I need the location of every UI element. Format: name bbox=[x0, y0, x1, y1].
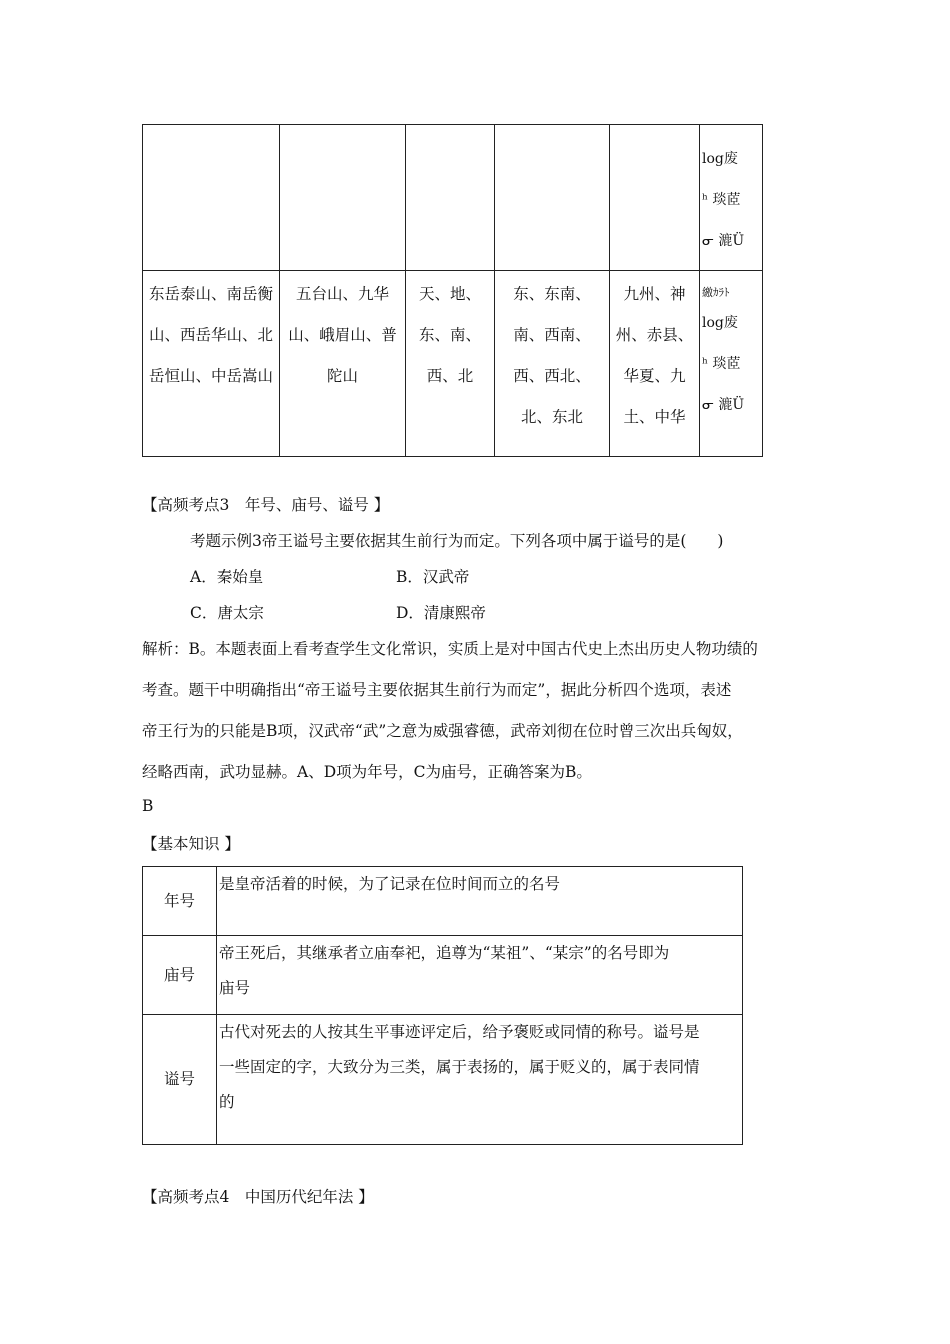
cell-line: 东、南、 bbox=[418, 326, 481, 344]
cell-line: 东、东南、 bbox=[513, 285, 591, 303]
table-cell bbox=[280, 271, 406, 457]
definition-line: 一些固定的字，大致分为三类，属于表扬的，属于贬义的，属于表同情 bbox=[219, 1058, 700, 1076]
definition-line: 庙号 bbox=[219, 979, 251, 997]
cell-line: 北、东北 bbox=[520, 408, 583, 426]
definition-line: 帝王死后，其继承者立庙奉祀，追尊为“某祖”、“某宗”的名号即为 bbox=[219, 944, 670, 962]
cell-line: 西、西北、 bbox=[513, 367, 591, 385]
option-c: C．唐太宗 bbox=[190, 604, 264, 622]
term-cell: 年号 bbox=[143, 867, 217, 936]
cell-line: 华夏、九 bbox=[623, 367, 686, 385]
analysis-line: 帝王行为的只能是B项，汉武帝“武”之意为威强睿德，武帝刘彻在位时曾三次出兵匈奴， bbox=[142, 722, 743, 740]
definition-cell bbox=[217, 936, 743, 1015]
table-cell bbox=[700, 125, 763, 271]
table-cell bbox=[700, 271, 763, 457]
term-cell: 谥号 bbox=[143, 1015, 217, 1145]
table-cell bbox=[495, 271, 610, 457]
garbled-text: 繳ｶﾗﾄ bbox=[702, 286, 730, 299]
garbled-text: ʰ 琰茝 bbox=[702, 356, 741, 372]
garbled-text: ᓂ 漉Ü bbox=[702, 233, 745, 249]
cell-line: 天、地、 bbox=[418, 285, 481, 303]
table-cell bbox=[143, 125, 280, 271]
cell-line: 西、北 bbox=[426, 367, 474, 385]
definition-cell bbox=[217, 867, 743, 936]
garbled-text: log废 bbox=[702, 315, 738, 331]
cell-line: 土、中华 bbox=[623, 408, 686, 426]
definition-cell bbox=[217, 1015, 743, 1145]
table-row bbox=[143, 271, 763, 457]
definition-line: 古代对死去的人按其生平事迹评定后，给予褒贬或同情的称号。谥号是 bbox=[219, 1023, 700, 1041]
analysis-line: 经略西南，武功显赫。A、D项为年号，C为庙号，正确答案为B。 bbox=[142, 763, 592, 781]
analysis-line: 解析：B。本题表面上看考查学生文化常识，实质上是对中国古代史上杰出历史人物功绩的 bbox=[142, 640, 758, 658]
cell-line: 州、赤县、 bbox=[615, 326, 694, 344]
definition-line: 的 bbox=[219, 1093, 235, 1111]
term-cell: 庙号 bbox=[143, 936, 217, 1015]
table-cell bbox=[610, 125, 700, 271]
table-cell bbox=[610, 271, 700, 457]
cell-line: 九州、神 bbox=[623, 285, 686, 303]
answer-text: B bbox=[142, 797, 154, 815]
table-row bbox=[143, 936, 743, 1015]
table-cell bbox=[406, 271, 495, 457]
option-d: D．清康熙帝 bbox=[396, 604, 486, 622]
section-heading: 【基本知识 】 bbox=[142, 835, 240, 853]
table-cell bbox=[143, 271, 280, 457]
reference-table bbox=[142, 124, 763, 457]
table-cell bbox=[280, 125, 406, 271]
definition-line: 是皇帝活着的时候，为了记录在位时间而立的名号 bbox=[219, 875, 561, 893]
table-row bbox=[143, 125, 763, 271]
table-cell bbox=[495, 125, 610, 271]
cell-line: 南、西南、 bbox=[513, 326, 591, 344]
option-b: B．汉武帝 bbox=[396, 568, 470, 586]
cell-line: 山、峨眉山、普 bbox=[288, 326, 397, 344]
cell-line: 东岳泰山、南岳衡 bbox=[148, 285, 273, 303]
section-heading: 【高频考点4 中国历代纪年法 】 bbox=[142, 1188, 374, 1206]
garbled-text: log废 bbox=[702, 151, 738, 167]
table-row bbox=[143, 867, 743, 936]
table-row bbox=[143, 1015, 743, 1145]
section-heading: 【高频考点3 年号、庙号、谥号 】 bbox=[142, 496, 390, 514]
garbled-text: ʰ 琰茝 bbox=[702, 192, 741, 208]
cell-line: 陀山 bbox=[326, 367, 358, 385]
option-a: A．秦始皇 bbox=[190, 568, 264, 586]
cell-line: 山、西岳华山、北 bbox=[148, 326, 273, 344]
cell-line: 岳恒山、中岳嵩山 bbox=[148, 367, 273, 385]
question-text: 考题示例3帝王谥号主要依据其生前行为而定。下列各项中属于谥号的是( ) bbox=[190, 532, 724, 550]
analysis-line: 考查。题干中明确指出“帝王谥号主要依据其生前行为而定”，据此分析四个选项，表述 bbox=[142, 681, 732, 699]
knowledge-table bbox=[142, 866, 743, 1145]
table-cell bbox=[406, 125, 495, 271]
garbled-text: ᓂ 漉Ü bbox=[702, 397, 745, 413]
cell-line: 五台山、九华 bbox=[295, 285, 389, 303]
